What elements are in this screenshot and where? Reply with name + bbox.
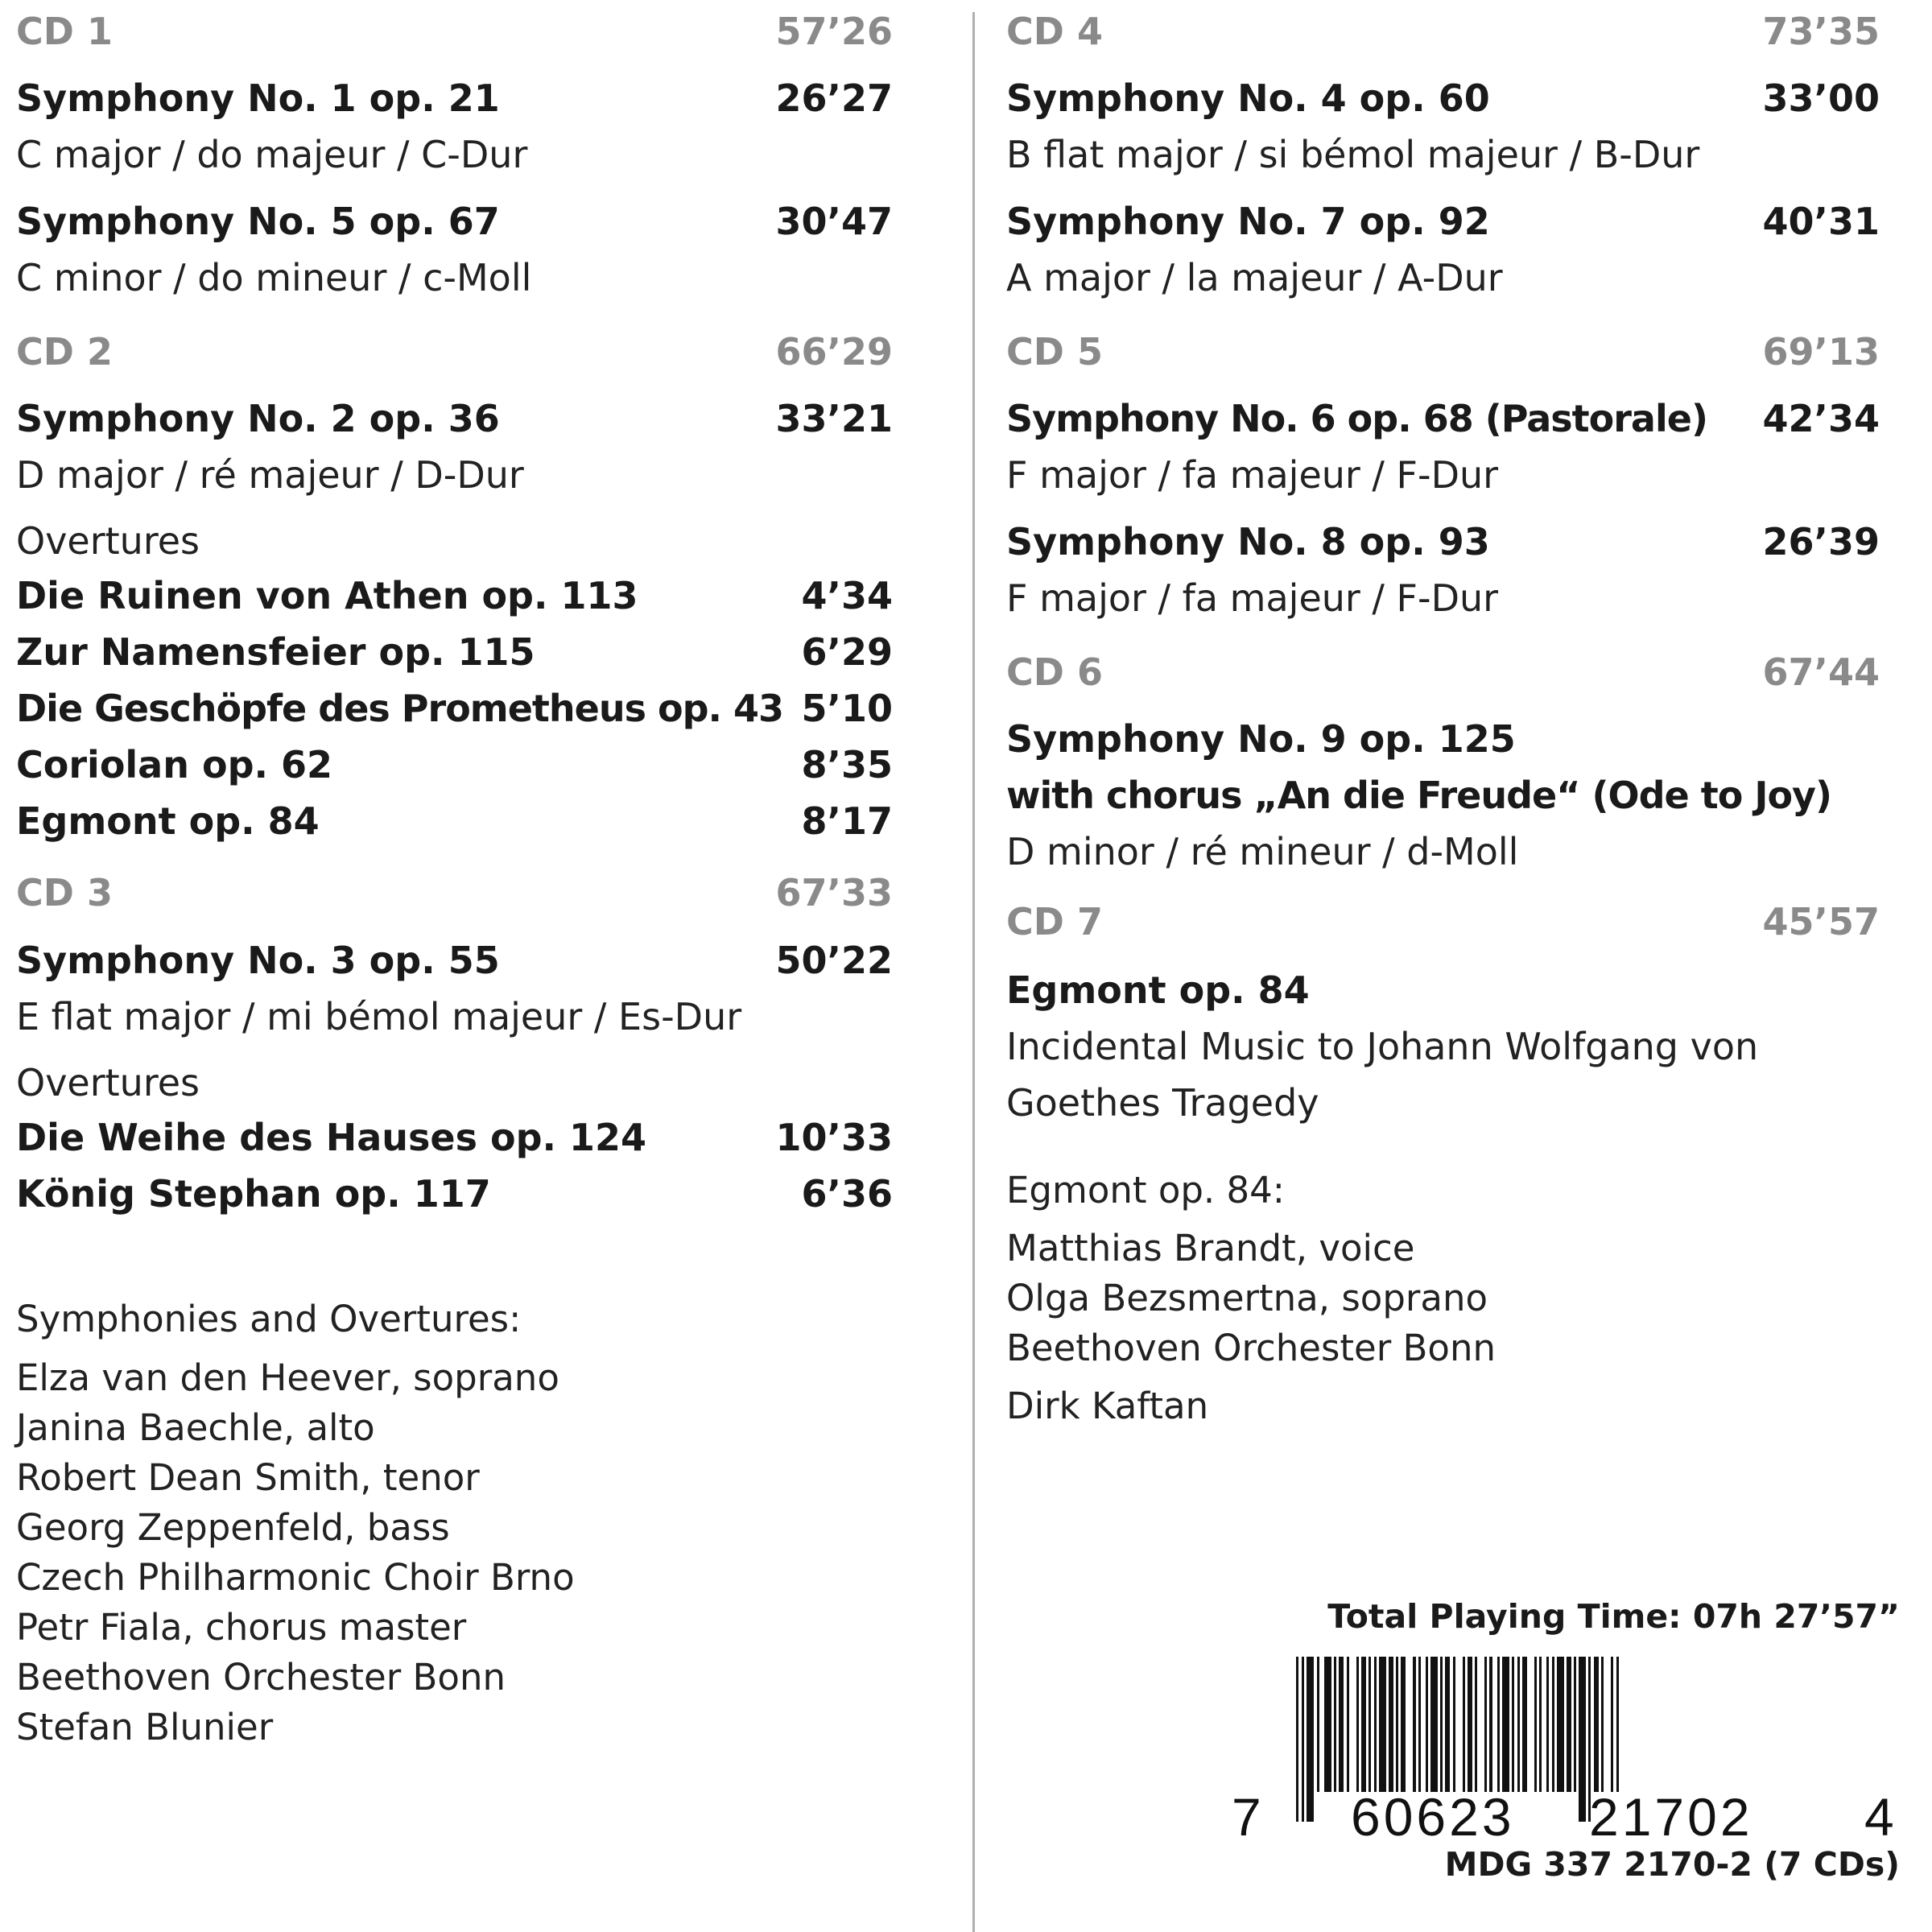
- overture-duration: 4’34: [801, 574, 893, 617]
- barcode-bar: [1453, 1657, 1455, 1792]
- overture-title: Zur Namensfeier op. 115: [16, 630, 535, 674]
- track-title: Symphony No. 3 op. 55: [16, 939, 500, 982]
- cd4-label: CD 4: [1006, 10, 1103, 53]
- credit-line: Janina Baechle, alto: [16, 1406, 375, 1449]
- barcode-bar: [1356, 1657, 1359, 1792]
- barcode-bar: [1489, 1657, 1492, 1792]
- barcode-bar: [1389, 1657, 1393, 1792]
- barcode-bar: [1339, 1657, 1344, 1792]
- credit-line: Olga Bezsmertna, soprano: [1006, 1277, 1488, 1319]
- cd7-duration: 45’57: [1762, 900, 1880, 943]
- barcode-bar: [1546, 1657, 1549, 1792]
- barcode-bar: [1361, 1657, 1366, 1792]
- barcode-bar: [1512, 1657, 1514, 1792]
- credit-line: Beethoven Orchester Bonn: [1006, 1327, 1496, 1369]
- track-key: D major / ré majeur / D-Dur: [16, 453, 524, 497]
- barcode-bar: [1502, 1657, 1509, 1792]
- track-key: E flat major / mi bémol majeur / Es-Dur: [16, 995, 742, 1038]
- barcode-bar: [1616, 1657, 1619, 1792]
- track-key: B flat major / si bémol majeur / B-Dur: [1006, 133, 1700, 176]
- overture-title: Die Ruinen von Athen op. 113: [16, 574, 638, 617]
- credit-line: Georg Zeppenfeld, bass: [16, 1506, 450, 1549]
- overtures-label: Overtures: [16, 1061, 200, 1104]
- barcode-bar: [1296, 1657, 1298, 1822]
- credit-line: Petr Fiala, chorus master: [16, 1606, 467, 1649]
- barcode-bar: [1307, 1657, 1314, 1822]
- barcode-bar: [1379, 1657, 1386, 1792]
- barcode-bar: [1440, 1657, 1443, 1792]
- barcode-digit-last: 4: [1864, 1787, 1894, 1842]
- cd5-label: CD 5: [1006, 330, 1103, 374]
- barcode-bar: [1517, 1657, 1520, 1792]
- barcode-bar: [1594, 1657, 1599, 1792]
- credit-line: Dirk Kaftan: [1006, 1385, 1209, 1427]
- barcode-bar: [1539, 1657, 1542, 1792]
- barcode-bar: [1347, 1657, 1349, 1792]
- cd7-label: CD 7: [1006, 900, 1103, 943]
- barcode-bar: [1445, 1657, 1450, 1792]
- track-duration: 42’34: [1762, 397, 1880, 440]
- barcode-bar: [1534, 1657, 1537, 1792]
- barcode-bar: [1463, 1657, 1465, 1792]
- cd6-label: CD 6: [1006, 650, 1103, 694]
- track-duration: 26’27: [775, 76, 893, 120]
- track-title: Symphony No. 9 op. 125: [1006, 717, 1516, 761]
- track-key: F major / fa majeur / F-Dur: [1006, 576, 1499, 620]
- credit-line: Matthias Brandt, voice: [1006, 1227, 1415, 1269]
- overture-title: Die Geschöpfe des Prometheus op. 43: [16, 687, 784, 730]
- overture-title: Coriolan op. 62: [16, 743, 333, 786]
- cd1-label: CD 1: [16, 10, 113, 53]
- cd3-label: CD 3: [16, 871, 113, 914]
- barcode-bar: [1413, 1657, 1416, 1792]
- track-title: Symphony No. 6 op. 68 (Pastorale): [1006, 397, 1707, 440]
- barcode-bar: [1430, 1657, 1438, 1792]
- cd2-duration: 66’29: [775, 330, 893, 374]
- barcode-bar: [1484, 1657, 1487, 1792]
- barcode-bar: [1497, 1657, 1500, 1792]
- track-key: F major / fa majeur / F-Dur: [1006, 453, 1499, 497]
- credit-line: Robert Dean Smith, tenor: [16, 1456, 480, 1499]
- track-title: Symphony No. 2 op. 36: [16, 397, 500, 440]
- credit-line: Beethoven Orchester Bonn: [16, 1656, 506, 1699]
- credit-line: Stefan Blunier: [16, 1706, 274, 1748]
- barcode-digit-group2: 21702: [1589, 1787, 1753, 1842]
- track-title: Symphony No. 4 op. 60: [1006, 76, 1490, 120]
- track-duration: 30’47: [775, 200, 893, 243]
- barcode-bar: [1522, 1657, 1527, 1792]
- column-divider: [972, 12, 975, 1932]
- overture-duration: 6’36: [801, 1172, 893, 1216]
- track-duration: 50’22: [775, 939, 893, 982]
- barcode-bar: [1601, 1657, 1604, 1792]
- credits-heading: Symphonies and Overtures:: [16, 1298, 522, 1340]
- catalog-number: MDG 337 2170-2 (7 CDs): [1444, 1845, 1900, 1884]
- barcode-bar: [1468, 1657, 1472, 1792]
- barcode-bar: [1334, 1657, 1336, 1792]
- track-duration: 40’31: [1762, 200, 1880, 243]
- barcode-bar: [1426, 1657, 1428, 1792]
- overture-duration: 10’33: [775, 1116, 893, 1159]
- barcode-bar: [1567, 1657, 1571, 1792]
- overture-title: Egmont op. 84: [16, 799, 320, 843]
- track-key: A major / la majeur / A-Dur: [1006, 256, 1503, 299]
- barcode-bar: [1418, 1657, 1421, 1792]
- barcode-bar: [1475, 1657, 1477, 1792]
- cd5-duration: 69’13: [1762, 330, 1880, 374]
- barcode-bar: [1574, 1657, 1576, 1792]
- barcode-bar: [1324, 1657, 1331, 1792]
- overture-duration: 8’17: [801, 799, 893, 843]
- barcode-bar: [1557, 1657, 1564, 1792]
- cd1-duration: 57’26: [775, 10, 893, 53]
- track-duration: 33’21: [775, 397, 893, 440]
- overture-duration: 5’10: [801, 687, 893, 730]
- cd2-label: CD 2: [16, 330, 113, 374]
- cd6-duration: 67’44: [1762, 650, 1880, 694]
- track-key: C minor / do mineur / c-Moll: [16, 256, 532, 299]
- cd4-duration: 73’35: [1762, 10, 1880, 53]
- barcode-bar: [1302, 1657, 1304, 1822]
- credit-line: Czech Philharmonic Choir Brno: [16, 1556, 575, 1599]
- credits-heading: Egmont op. 84:: [1006, 1169, 1285, 1212]
- track-subtitle: with chorus „An die Freude“ (Ode to Joy): [1006, 774, 1832, 817]
- track-key: D minor / ré mineur / d-Moll: [1006, 830, 1519, 873]
- track-duration: 33’00: [1762, 76, 1880, 120]
- barcode: [1232, 1657, 1900, 1842]
- barcode-bar: [1611, 1657, 1613, 1792]
- overture-duration: 8’35: [801, 743, 893, 786]
- track-title: Symphony No. 7 op. 92: [1006, 200, 1490, 243]
- overture-title: Die Weihe des Hauses op. 124: [16, 1116, 647, 1159]
- track-duration: 26’39: [1762, 520, 1880, 564]
- barcode-bar: [1552, 1657, 1554, 1792]
- track-title: Egmont op. 84: [1006, 968, 1310, 1012]
- track-title: Symphony No. 8 op. 93: [1006, 520, 1490, 564]
- barcode-bar: [1401, 1657, 1406, 1792]
- total-playing-time: Total Playing Time: 07h 27’57”: [1327, 1597, 1900, 1636]
- barcode-bar: [1368, 1657, 1371, 1792]
- credit-line: Elza van den Heever, soprano: [16, 1356, 559, 1399]
- track-key: C major / do majeur / C-Dur: [16, 133, 528, 176]
- barcode-bar: [1317, 1657, 1319, 1792]
- overture-title: König Stephan op. 117: [16, 1172, 491, 1216]
- overtures-label: Overtures: [16, 519, 200, 563]
- barcode-bar: [1374, 1657, 1377, 1792]
- barcode-bar: [1579, 1657, 1586, 1822]
- barcode-digit-group1: 60623: [1351, 1787, 1515, 1842]
- track-title: Symphony No. 1 op. 21: [16, 76, 500, 120]
- barcode-digit-first: 7: [1232, 1787, 1261, 1842]
- track-description: Goethes Tragedy: [1006, 1081, 1319, 1125]
- track-title: Symphony No. 5 op. 67: [16, 200, 500, 243]
- overture-duration: 6’29: [801, 630, 893, 674]
- barcode-bar: [1396, 1657, 1398, 1792]
- track-description: Incidental Music to Johann Wolfgang von: [1006, 1025, 1759, 1068]
- cd3-duration: 67’33: [775, 871, 893, 914]
